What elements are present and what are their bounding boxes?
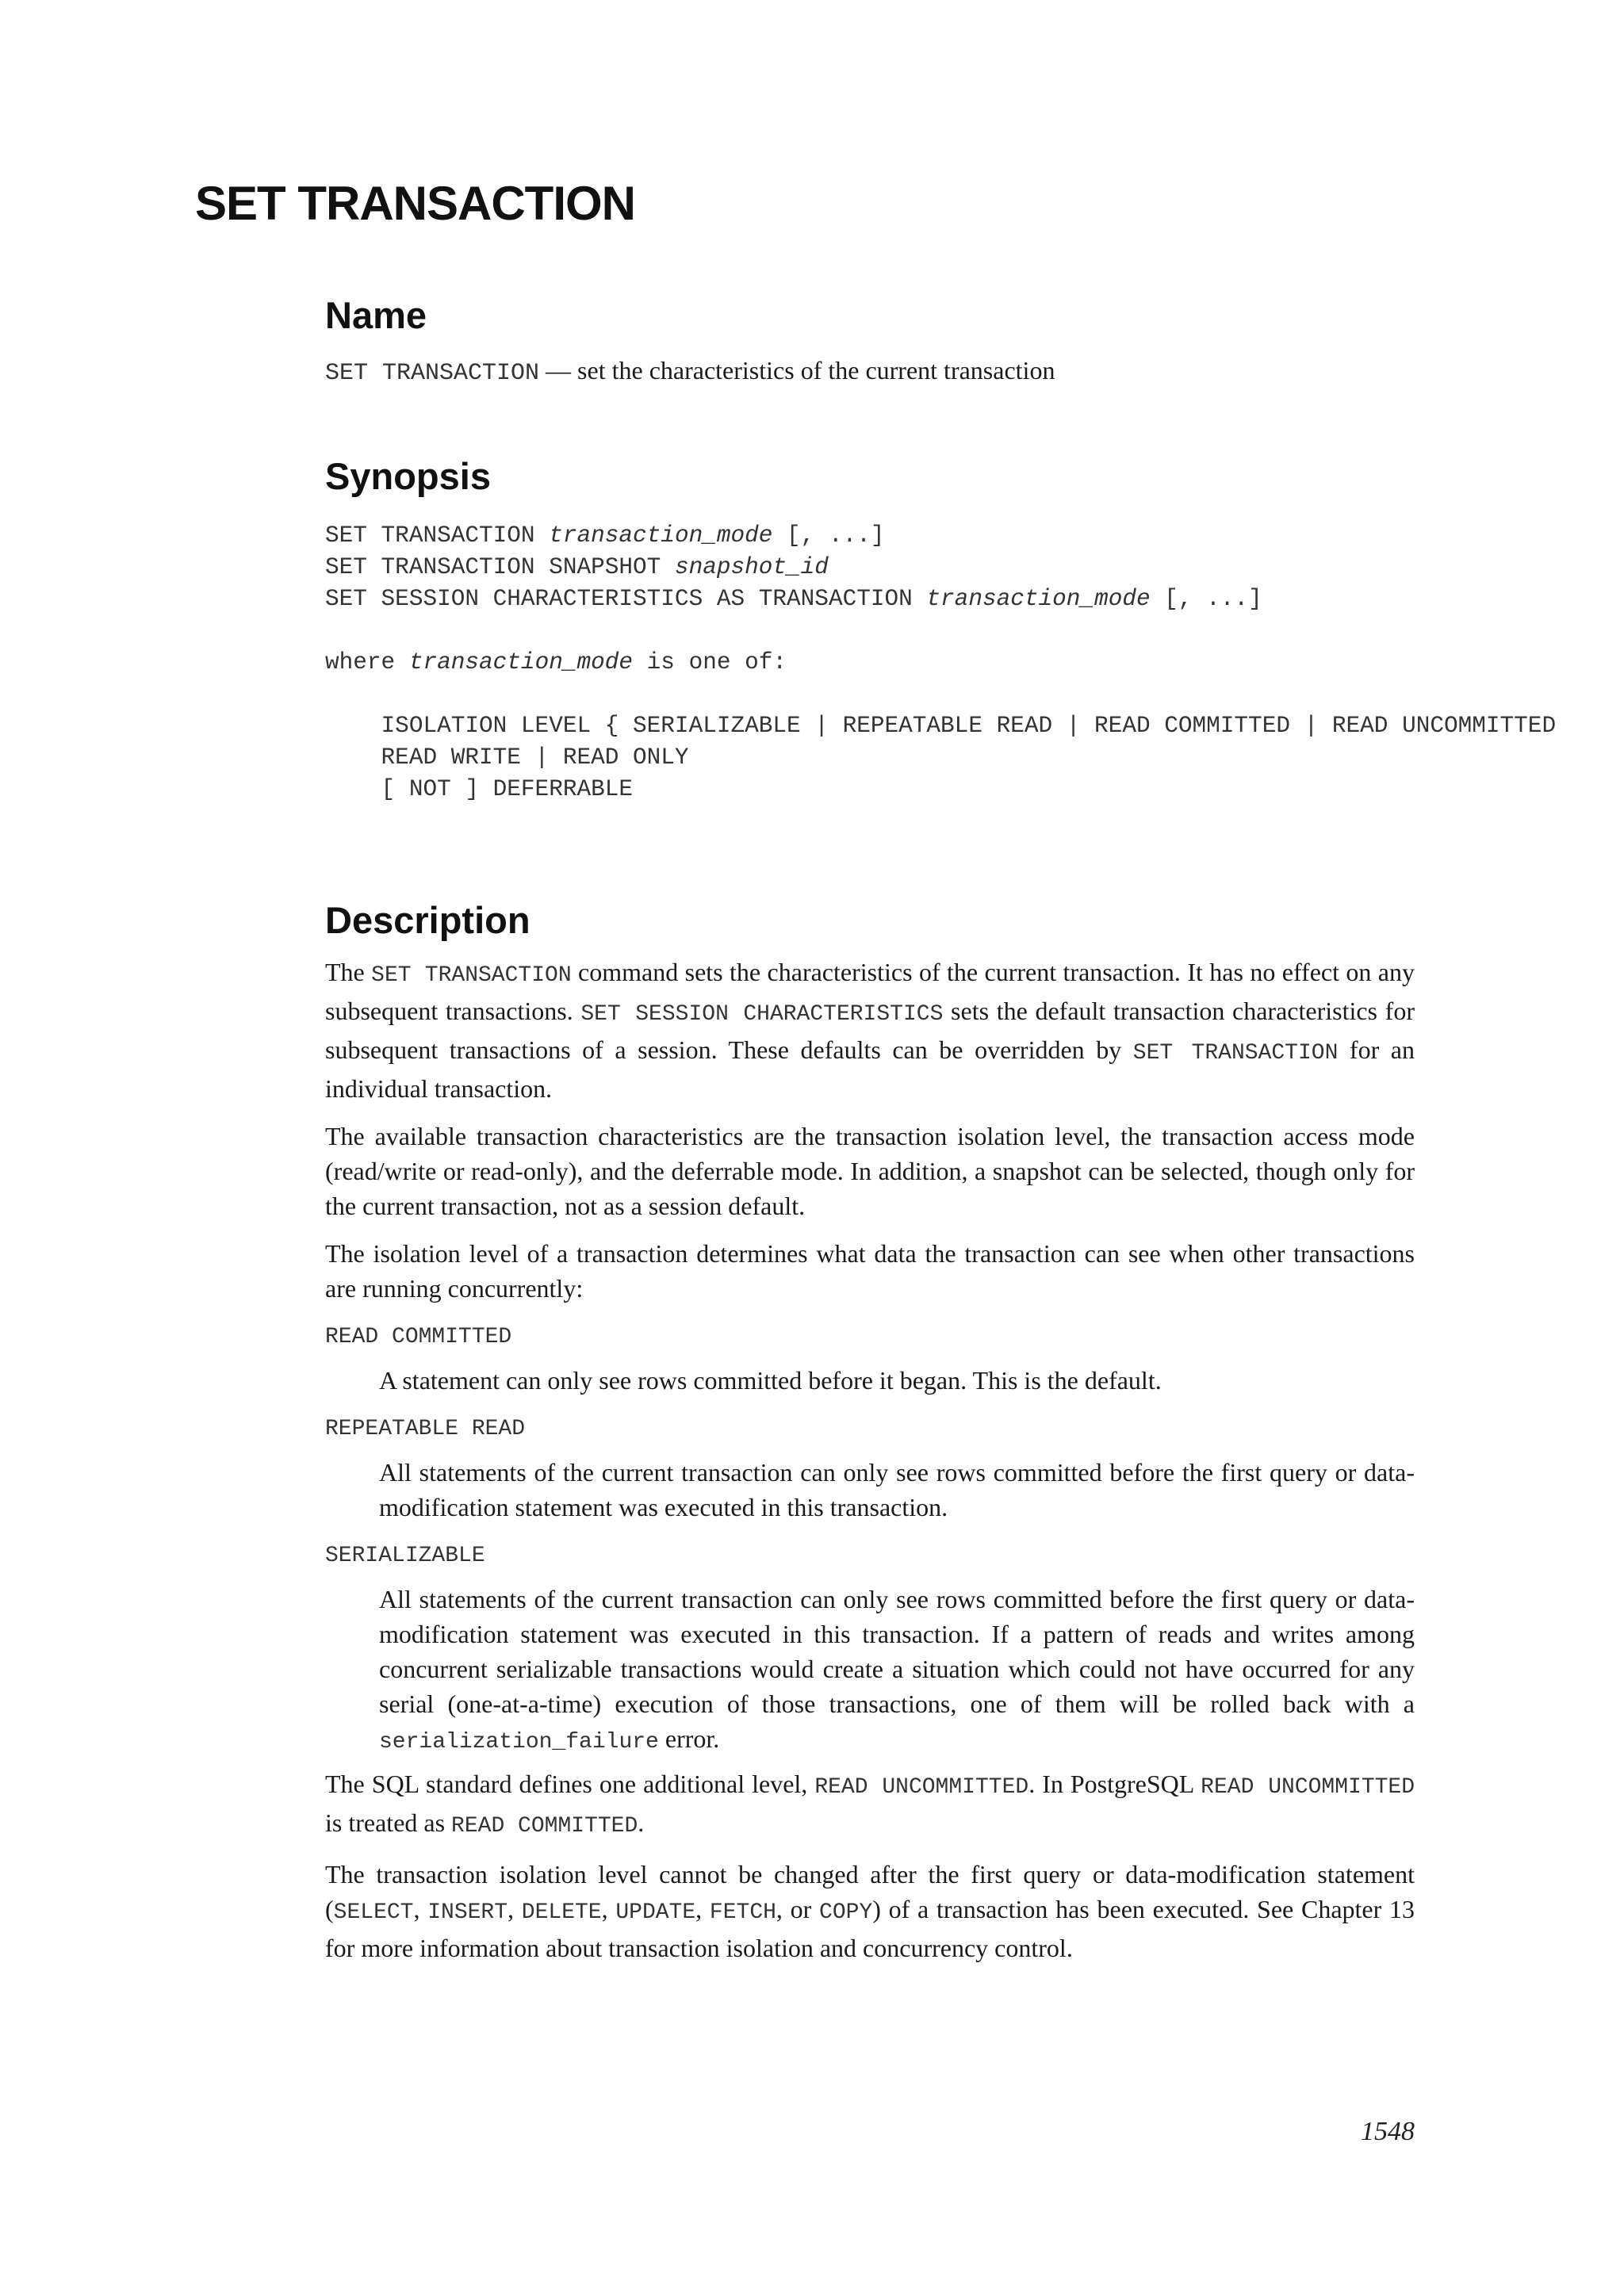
term-read-committed: READ COMMITTED bbox=[325, 1325, 512, 1349]
synopsis-heading: Synopsis bbox=[325, 455, 491, 497]
inline-code: READ UNCOMMITTED bbox=[1201, 1775, 1415, 1800]
name-section bbox=[325, 293, 1415, 391]
isolation-levels-list bbox=[325, 1322, 1415, 1760]
inline-code: DELETE bbox=[521, 1900, 602, 1925]
description-section bbox=[325, 898, 1415, 1978]
description-paragraph-1: The SET TRANSACTION command sets the characteristics of the current transaction. It has no effect on any subsequent transactions. SET SESSION CHARACTERISTICS sets the default transaction characteristics for subsequent transactions of a session. These defaults can be overridden by SET TRANSACTION for an individual transaction. bbox=[325, 958, 1415, 1103]
page-number: 1548 bbox=[1361, 2117, 1415, 2146]
description-paragraph-5: The transaction isolation level cannot be changed after the first query or data-modification statement (SELECT, INSERT, DELETE, UPDATE, FETCH, or COPY) of a transaction has been executed. See Chapter 13 for more information about transaction isolation and concurrency control. bbox=[325, 1860, 1415, 1962]
syntax-line-1-tail: [, ...] bbox=[772, 522, 885, 549]
def-repeatable-read: All statements of the current transaction can only see rows committed before the first query or data-modification statement was executed in this transaction. bbox=[379, 1458, 1415, 1521]
option-isolation-level: ISOLATION LEVEL { SERIALIZABLE | REPEATABLE READ | READ COMMITTED | READ UNCOMMITTED bbox=[325, 713, 1557, 739]
command-summary: — set the characteristics of the current transaction bbox=[539, 356, 1055, 385]
where-clause: where bbox=[325, 649, 409, 675]
inline-code: FETCH bbox=[709, 1900, 776, 1925]
synopsis-code bbox=[325, 520, 1624, 806]
name-heading: Name bbox=[325, 294, 427, 336]
description-paragraph-2: The available transaction characteristics are the transaction isolation level, the transaction access mode (read/write or read-only), and the deferrable mode. In addition, a snapshot can be selected, though only for the current transaction, not as a session default. bbox=[325, 1122, 1415, 1220]
inline-code: READ UNCOMMITTED bbox=[814, 1775, 1029, 1800]
syntax-line-3-tail: [, ...] bbox=[1150, 586, 1262, 612]
where-clause-tail: is one of: bbox=[633, 649, 787, 675]
option-access-mode: READ WRITE | READ ONLY bbox=[325, 744, 689, 771]
term-repeatable-read: REPEATABLE READ bbox=[325, 1417, 526, 1441]
param-transaction-mode: transaction_mode bbox=[549, 522, 773, 549]
inline-code: serialization_failure bbox=[379, 1730, 659, 1755]
command-name: SET TRANSACTION bbox=[325, 360, 540, 387]
def-read-committed: A statement can only see rows committed before it began. This is the default. bbox=[379, 1366, 1162, 1395]
inline-code: SET TRANSACTION bbox=[371, 963, 572, 988]
inline-code: UPDATE bbox=[615, 1900, 696, 1925]
description-heading: Description bbox=[325, 899, 530, 941]
inline-code: READ COMMITTED bbox=[451, 1814, 638, 1839]
synopsis-section bbox=[325, 454, 1624, 806]
description-paragraph-4: The SQL standard defines one additional level, READ UNCOMMITTED. In PostgreSQL READ UNCOMMITTED is treated as READ COMMITTED. bbox=[325, 1770, 1415, 1839]
param-snapshot-id: snapshot_id bbox=[674, 554, 829, 580]
name-line bbox=[325, 353, 1415, 391]
term-serializable: SERIALIZABLE bbox=[325, 1544, 485, 1568]
description-paragraph-3: The isolation level of a transaction determines what data the transaction can see when other transactions are running concurrently: bbox=[325, 1239, 1415, 1303]
inline-code: SET SESSION CHARACTERISTICS bbox=[580, 1002, 944, 1027]
inline-code: SET TRANSACTION bbox=[1132, 1041, 1339, 1066]
inline-code: SELECT bbox=[333, 1900, 414, 1925]
syntax-line-2: SET TRANSACTION SNAPSHOT bbox=[325, 554, 675, 580]
page-title: SET TRANSACTION bbox=[195, 177, 635, 230]
def-serializable: All statements of the current transaction can only see rows committed before the first query or data-modification statement was executed in this transaction. If a pattern of reads and writes among concurrent serializable transactions would create a situation which could not have occurred for any serial (one-at-a-time) execution of those transactions, one of them will be rolled back with a serialization_failure error. bbox=[379, 1585, 1415, 1755]
param-transaction-mode: transaction_mode bbox=[926, 586, 1151, 612]
syntax-line-3: SET SESSION CHARACTERISTICS AS TRANSACTION bbox=[325, 586, 927, 612]
syntax-line-1: SET TRANSACTION bbox=[325, 522, 550, 549]
param-transaction-mode: transaction_mode bbox=[408, 649, 634, 675]
inline-code: INSERT bbox=[427, 1900, 508, 1925]
option-deferrable: [ NOT ] DEFERRABLE bbox=[325, 776, 634, 802]
inline-code: COPY bbox=[819, 1900, 873, 1925]
